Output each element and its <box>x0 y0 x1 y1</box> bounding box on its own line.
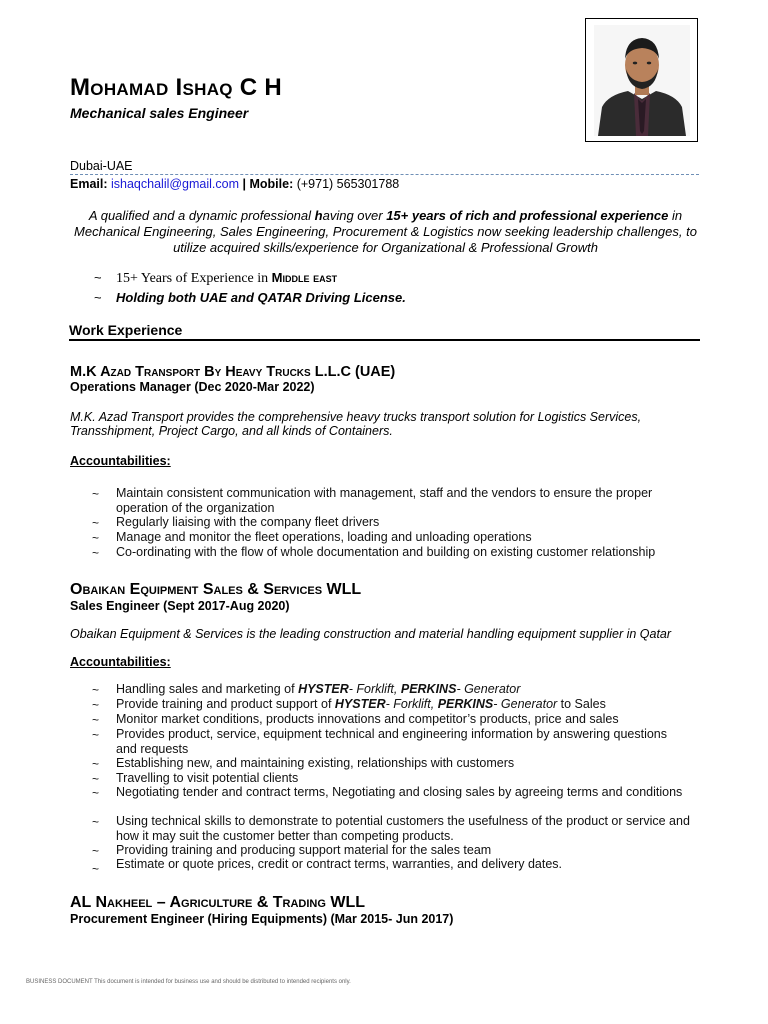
tilde-bullet-icon: ~ <box>92 862 100 876</box>
tilde-bullet-icon: ~ <box>92 487 100 501</box>
candidate-title: Mechanical sales Engineer <box>70 105 249 121</box>
contact-line <box>70 177 399 191</box>
list-item-text-part: Handling sales and marketing of <box>116 682 299 696</box>
tilde-bullet-icon: ~ <box>92 516 100 530</box>
document-footer: BUSINESS DOCUMENT This document is intended for business use and should be distributed to intended recipients only. <box>26 979 351 985</box>
list-item-text: Manage and monitor the fleet operations, loading and unloading operations <box>116 530 532 544</box>
list-item-text: Maintain consistent communication with management, staff and the vendors to ensure the proper operation of the organization <box>116 486 653 515</box>
job-role: Procurement Engineer (Hiring Equipments) (Mar 2015- Jun 2017) <box>70 912 454 926</box>
brand-hyster: HYSTER <box>334 697 386 711</box>
email-label: Email: <box>70 177 108 191</box>
candidate-name: Mohamad Ishaq C H <box>70 74 283 101</box>
list-item-text: Co-ordinating with the flow of whole documentation and building on existing customer relationship <box>116 545 656 559</box>
job-company: Obaikan Equipment Sales & Services WLL <box>70 581 362 598</box>
list-item-text <box>116 697 691 712</box>
contact-separator: | <box>242 177 246 191</box>
profile-photo-frame <box>585 18 698 142</box>
list-item-text: Establishing new, and maintaining existing, relationships with customers <box>116 756 515 770</box>
highlight-experience-text: 15+ Years of Experience in <box>116 271 272 286</box>
job-description: M.K. Azad Transport provides the comprehensive heavy trucks transport solution for Logistics Services, Transshipment, Project Cargo, and all kinds of Containers. <box>70 410 642 438</box>
summary-part-3: aving over <box>322 208 387 223</box>
accountabilities-heading: Accountabilities: <box>70 454 171 468</box>
tilde-bullet-icon: ~ <box>92 531 100 545</box>
brand-perkins: PERKINS <box>400 682 457 696</box>
email-link[interactable]: ishaqchalil@gmail.com <box>111 177 240 191</box>
list-item-text-part: to Sales <box>557 697 606 711</box>
tilde-bullet-icon: ~ <box>92 683 100 697</box>
highlight-license: Holding both UAE and QATAR Driving License. <box>116 290 406 305</box>
highlight-experience-region: Middle east <box>271 270 338 285</box>
tilde-bullet-icon: ~ <box>92 713 100 727</box>
tilde-bullet-icon: ~ <box>92 757 100 771</box>
tilde-bullet-icon: ~ <box>92 815 100 829</box>
tilde-bullet-icon: ~ <box>92 772 100 786</box>
mobile-number: (+971) 565301788 <box>296 177 400 191</box>
list-item-text: Providing training and producing support material for the sales team <box>116 843 492 857</box>
summary-part-1: A qualified and a dynamic professional <box>88 208 315 223</box>
list-item-text-part: - Generator <box>493 697 558 711</box>
summary-part-5: in Mechanical Engineering, Sales Engineering, Procurement & Logistics now seeking leadership challenges, to utilize acquired skills/experience for Organizational & Professional Growth <box>74 208 697 255</box>
list-item-text: Travelling to visit potential clients <box>116 771 299 785</box>
list-item-text-part: Provide training and product support of <box>116 697 335 711</box>
section-heading-work-experience: Work Experience <box>69 322 183 338</box>
tilde-bullet-icon: ~ <box>92 844 100 858</box>
tilde-bullet-icon: ~ <box>92 786 100 800</box>
tilde-bullet-icon: ~ <box>94 270 102 285</box>
job-role: Sales Engineer (Sept 2017-Aug 2020) <box>70 599 290 613</box>
brand-perkins: PERKINS <box>437 697 494 711</box>
list-item-text-part: - Generator <box>456 682 521 696</box>
summary-emphasis: 15+ years of rich and professional experience <box>386 208 669 223</box>
location: Dubai-UAE <box>70 159 133 173</box>
list-item-text: Provides product, service, equipment technical and engineering information by answering questions and requests <box>116 727 668 756</box>
list-item-text: Using technical skills to demonstrate to potential customers the usefulness of the product or service and how it may suit the customer better than competing products. <box>116 814 690 843</box>
job-role: Operations Manager (Dec 2020-Mar 2022) <box>70 380 315 394</box>
job-company: M.K Azad Transport By Heavy Trucks L.L.C (UAE) <box>70 364 396 380</box>
list-item-text: Negotiating tender and contract terms, Negotiating and closing sales by agreeing terms and conditions <box>116 785 683 799</box>
summary-part-2: h <box>314 208 323 223</box>
list-item-text: Estimate or quote prices, credit or contract terms, warranties, and delivery dates. <box>116 857 563 871</box>
tilde-bullet-icon: ~ <box>94 290 102 305</box>
list-item-text: Regularly liaising with the company fleet drivers <box>116 515 380 529</box>
profile-summary <box>72 208 699 256</box>
person-photo-graphic <box>594 25 690 136</box>
list-item-text: Monitor market conditions, products innovations and competitor’s products, price and sales <box>116 712 619 726</box>
list-item-text-part: - Forklift, <box>348 682 401 696</box>
brand-hyster: HYSTER <box>298 682 349 696</box>
highlight-experience <box>116 270 337 287</box>
list-item-text <box>116 682 691 697</box>
accountabilities-heading: Accountabilities: <box>70 655 171 669</box>
section-rule <box>69 339 700 341</box>
tilde-bullet-icon: ~ <box>92 698 100 712</box>
mobile-label: Mobile: <box>249 177 294 191</box>
header-divider <box>70 174 699 175</box>
list-item-text-part: - Forklift, <box>385 697 438 711</box>
job-description: Obaikan Equipment & Services is the leading construction and material handling equipment supplier in Qatar <box>70 627 672 641</box>
tilde-bullet-icon: ~ <box>92 728 100 742</box>
tilde-bullet-icon: ~ <box>92 546 100 560</box>
profile-photo <box>594 25 690 136</box>
job-company: AL Nakheel – Agriculture & Trading WLL <box>70 894 366 911</box>
